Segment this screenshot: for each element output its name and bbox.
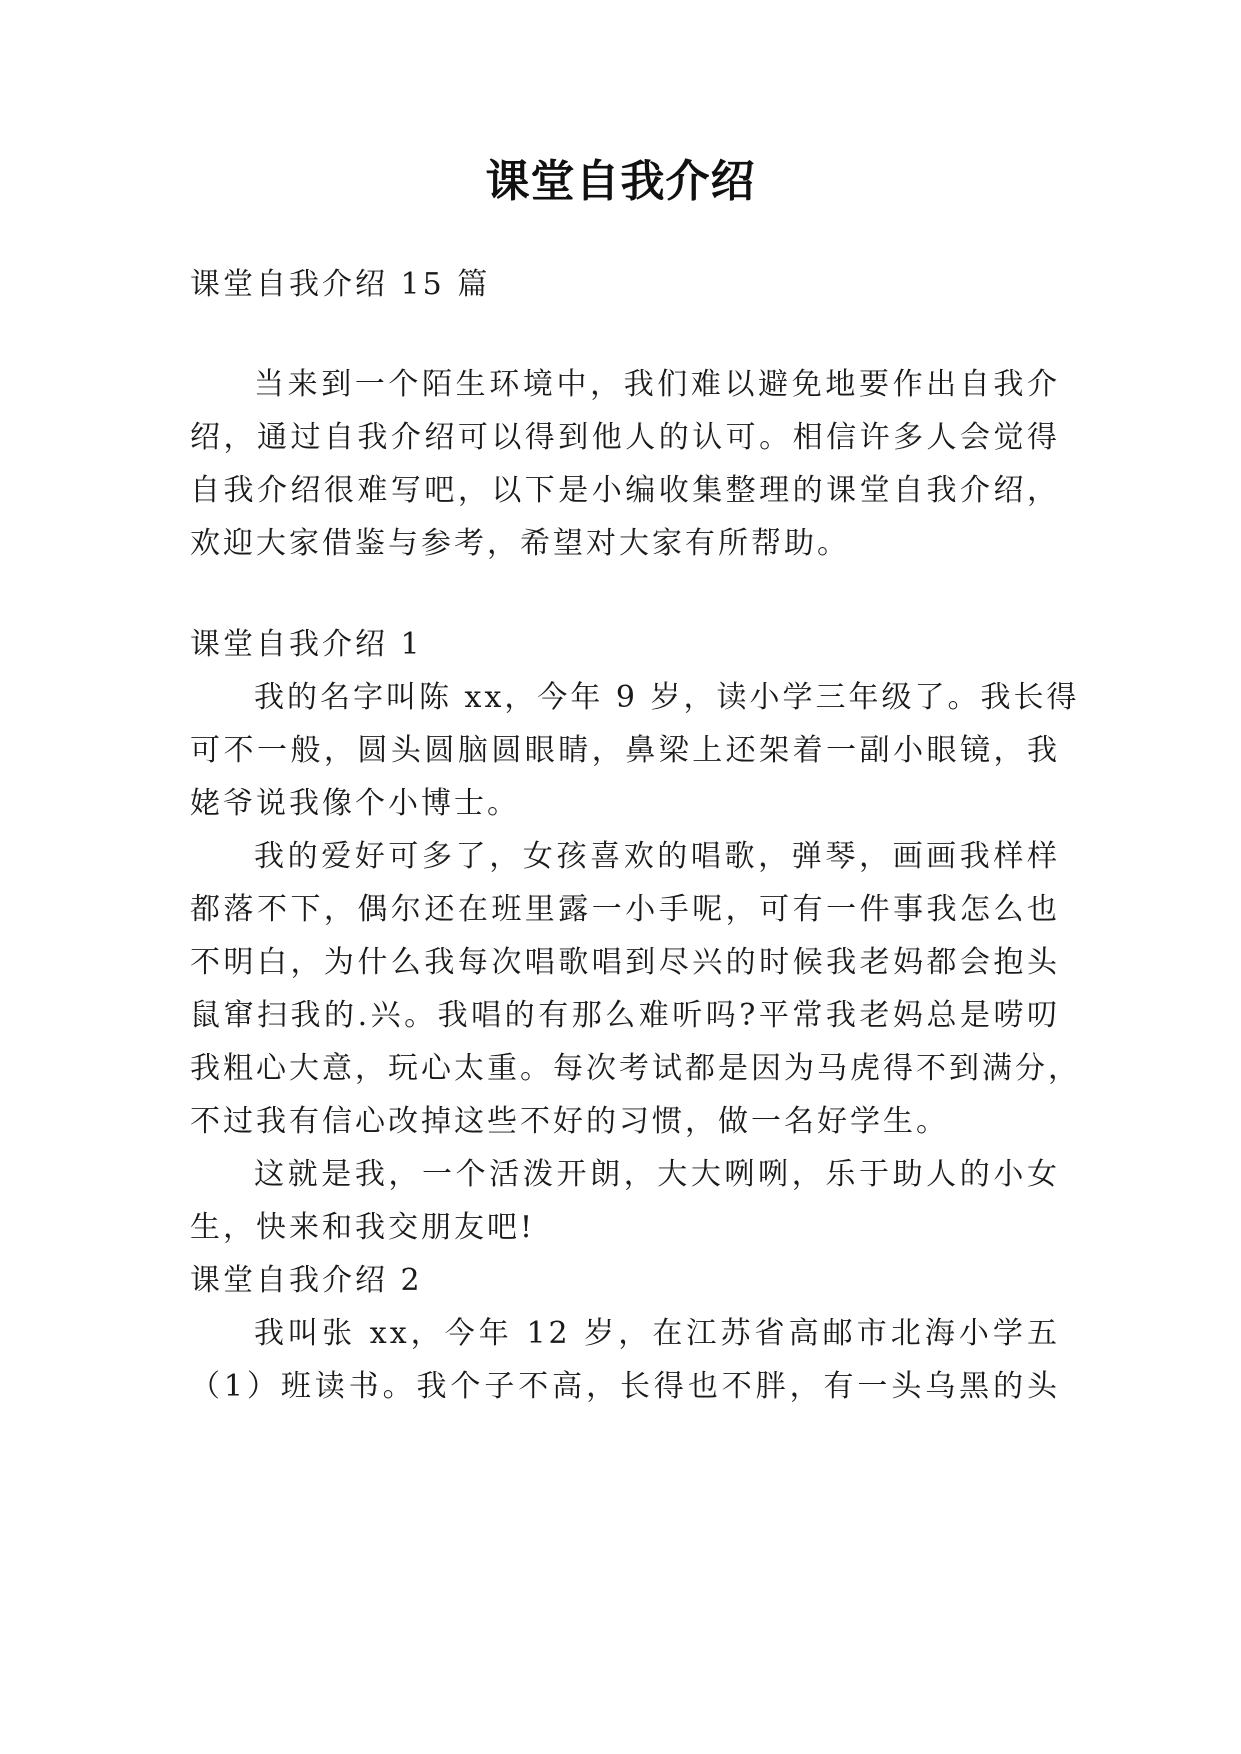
intro-line: 自我介绍很难写吧，以下是小编收集整理的课堂自我介绍， (190, 473, 1060, 508)
intro-line: 当来到一个陌生环境中，我们难以避免地要作出自我介 (254, 367, 1060, 402)
document-subtitle: 课堂自我介绍 15 篇 (190, 267, 491, 302)
document-title: 课堂自我介绍 (485, 156, 756, 207)
paragraph-line: 我叫张 xx，今年 12 岁，在江苏省高邮市北海小学五 (254, 1316, 1060, 1351)
paragraph-line: 不明白，为什么我每次唱歌唱到尽兴的时候我老妈都会抱头 (190, 945, 1060, 980)
paragraph-line: 我粗心大意，玩心太重。每次考试都是因为马虎得不到满分， (190, 1051, 1081, 1086)
paragraph-line: （1）班读书。我个子不高，长得也不胖，有一头乌黑的头 (190, 1369, 1060, 1404)
paragraph-line: 我的名字叫陈 xx，今年 9 岁，读小学三年级了。我长得 (254, 680, 1080, 715)
paragraph-line: 这就是我，一个活泼开朗，大大咧咧，乐于助人的小女 (254, 1157, 1060, 1192)
paragraph-line: 我的爱好可多了，女孩喜欢的唱歌，弹琴，画画我样样 (254, 839, 1060, 874)
paragraph-line: 都落不下，偶尔还在班里露一小手呢，可有一件事我怎么也 (190, 892, 1060, 927)
paragraph-line: 姥爷说我像个小博士。 (190, 786, 520, 821)
section-heading: 课堂自我介绍 2 (190, 1263, 423, 1298)
intro-line: 绍，通过自我介绍可以得到他人的认可。相信许多人会觉得 (190, 420, 1060, 455)
paragraph-line: 生，快来和我交朋友吧! (190, 1210, 536, 1245)
intro-line: 欢迎大家借鉴与参考，希望对大家有所帮助。 (190, 526, 850, 561)
paragraph-line: 不过我有信心改掉这些不好的习惯，做一名好学生。 (190, 1104, 949, 1139)
section-heading: 课堂自我介绍 1 (190, 627, 423, 662)
paragraph-line: 可不一般，圆头圆脑圆眼睛，鼻梁上还架着一副小眼镜，我 (190, 733, 1060, 768)
paragraph-line: 鼠窜扫我的.兴。我唱的有那么难听吗?平常我老妈总是唠叨 (190, 998, 1060, 1033)
